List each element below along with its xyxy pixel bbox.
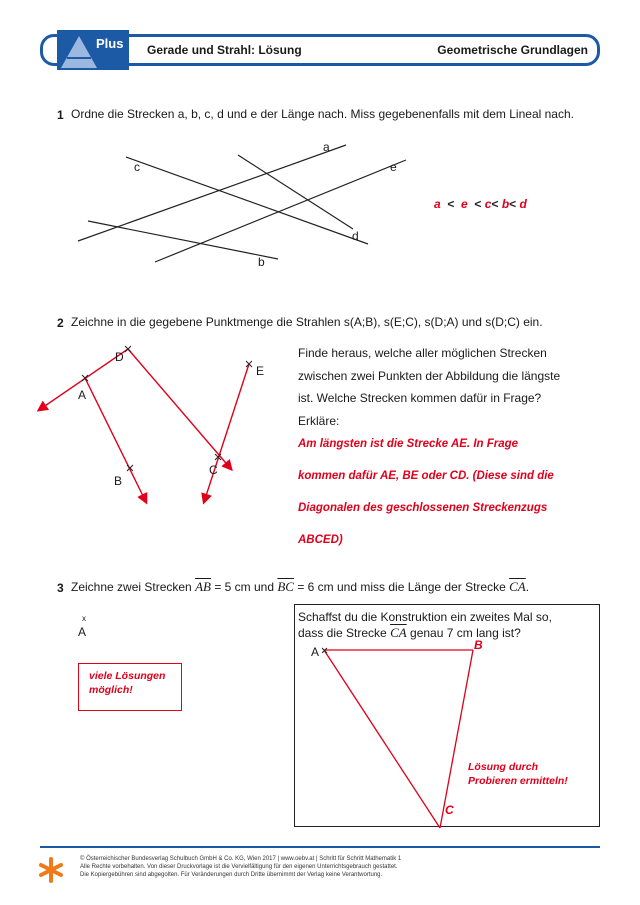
label-a: a — [323, 140, 330, 154]
segment-e — [155, 160, 406, 262]
logo-label: Plus — [96, 36, 124, 51]
question-3-text: Zeichne zwei Strecken $\overline{AB} = 5$ cm und $\overline{BC} = 6$ cm und miss die Länge der Strecke $\overline{CA}$. — [71, 579, 530, 594]
segment-ab-symbol: $\overline{AB}$ — [195, 579, 211, 594]
question-1-text: Ordne die Strecken a, b, c, d und e der Länge nach. Miss gegebenenfalls mit dem Lineal nach. — [71, 107, 574, 121]
label-e: e — [390, 160, 397, 174]
segment-bc-symbol: $\overline{BC}$ — [277, 579, 294, 594]
q1-answer: a < e < c< b< d — [434, 197, 527, 211]
segment-ca-symbol: $\overline{CA}$ — [509, 579, 526, 594]
q2-question: Finde heraus, welche aller möglichen Strecken zwischen zwei Punkten der Abbildung die längste ist. Welche Strecken kommen dafür in Frage? Erkläre: — [298, 346, 561, 428]
challenge-text: Schaffst du die Konstruktion ein zweites Mal so, dass die Strecke $\overline{CA}$ genau 7 cm lang ist? — [298, 610, 552, 640]
question-number-3: 3 — [57, 581, 64, 595]
point-a-mark: x — [82, 614, 86, 623]
asterisk-logo-icon — [38, 857, 64, 883]
box-point-C: C — [445, 803, 454, 817]
segment-c — [126, 157, 368, 244]
q2-rays-figure — [0, 330, 290, 520]
question-number-2: 2 — [57, 316, 64, 330]
segment-b — [88, 221, 278, 259]
point-E: E — [256, 364, 265, 378]
box-point-B: B — [474, 638, 483, 652]
q2-answer: Am längsten ist die Strecke AE. In Frage kommen dafür AE, BE oder CD. (Diese sind die Diagonalen des geschlossenen Streckenzugs ABCED) — [298, 438, 554, 546]
label-c: c — [134, 160, 140, 174]
note-box — [78, 663, 182, 711]
question-2-text: Zeichne in die gegebene Punktmenge die Strahlen s(A;B), s(E;C), s(D;A) und s(D;C) ein. — [71, 315, 543, 329]
ray-DC — [128, 349, 231, 469]
footer-line — [40, 846, 600, 848]
point-D: D — [115, 350, 124, 364]
page-title: Gerade und Strahl: Lösung — [147, 43, 302, 57]
note-text: viele Lösungen möglich! — [89, 670, 166, 696]
box-point-A: A — [311, 645, 320, 659]
subject-title: Geometrische Grundlagen — [437, 43, 588, 57]
point-A: A — [78, 388, 87, 402]
footer-text: © Österreichischer Bundesverlag Schulbuch GmbH & Co. KG, Wien 2017 | www.oebv.at | Schritt für Schritt Mathematik 1 Alle Rechte vorbehalten. Von dieser Druckvorlage ist die Vervielfältigung für den eigenen Unterrichtsgebrauch gestattet. Die Kopiergebühren sind abgegolten. Für Veränderungen durch Dritte übernimmt der Verlag keine Verantwortung. — [80, 856, 402, 878]
label-d: d — [352, 229, 359, 243]
ray-EC — [204, 364, 249, 502]
question-number-1: 1 — [57, 108, 64, 122]
label-b: b — [258, 255, 265, 269]
q1-segments-figure — [0, 0, 640, 300]
box-note: Lösung durch Probieren ermitteln! — [468, 761, 568, 787]
challenge-box — [294, 604, 600, 827]
point-B: B — [114, 474, 123, 488]
q3-point-A: A — [78, 625, 87, 639]
point-C: C — [209, 463, 218, 477]
